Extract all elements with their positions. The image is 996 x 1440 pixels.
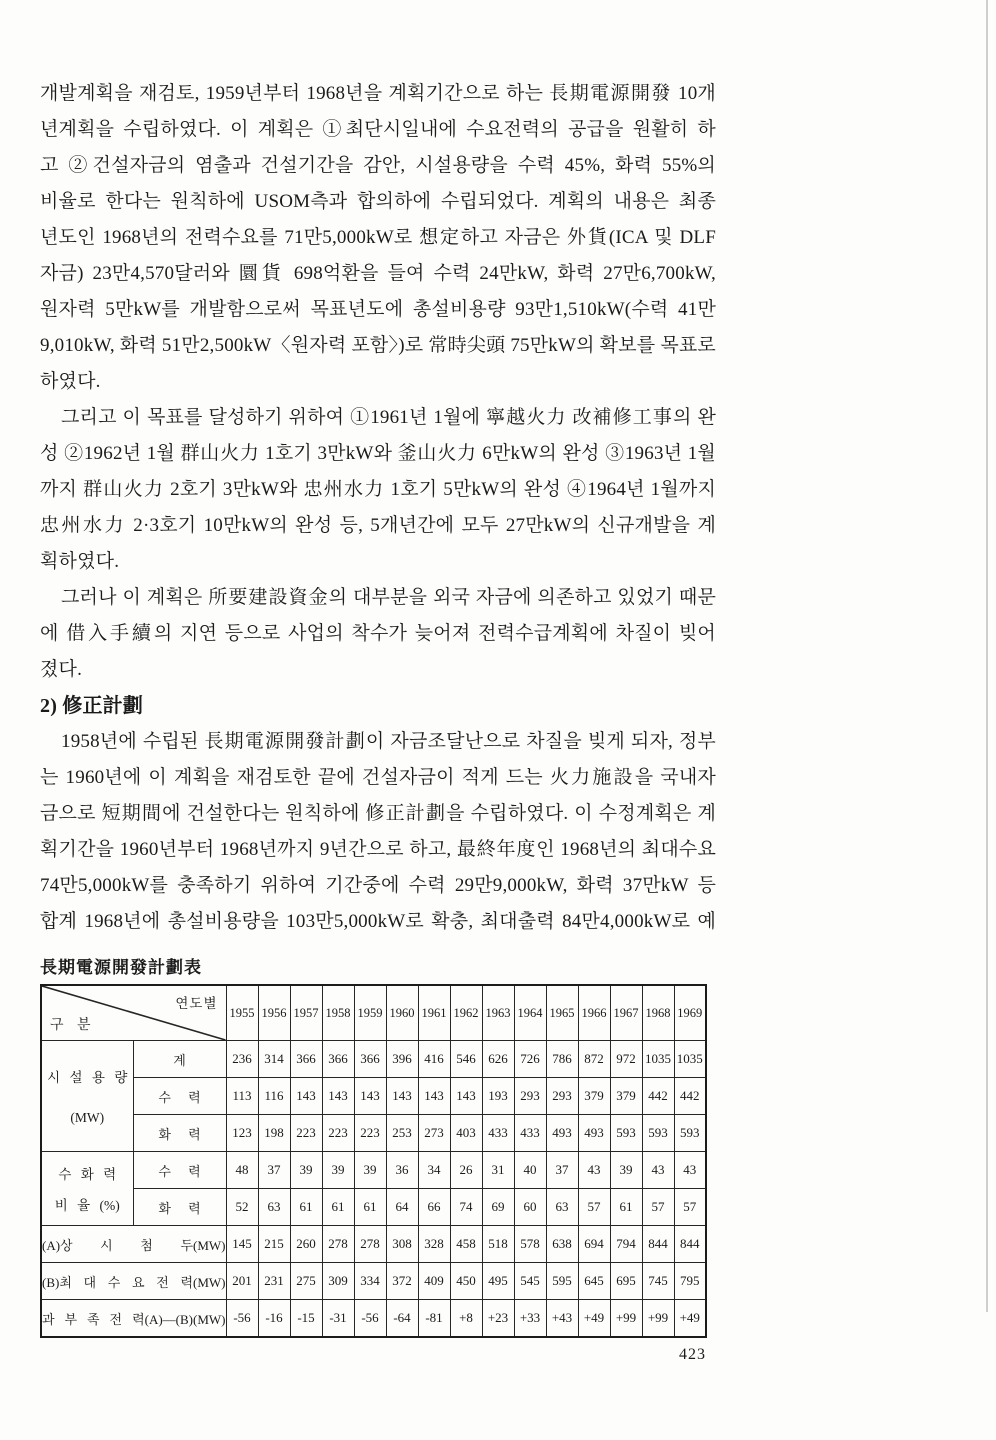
- table-value-cell: 1035: [642, 1041, 674, 1078]
- table-value-cell: 379: [578, 1078, 610, 1115]
- year-header-cell: 1957: [290, 985, 322, 1041]
- text-line: 에 借入手續의 지연 등으로 사업의 착수가 늦어져 전력수급계획에 차질이 빚어: [40, 623, 716, 644]
- table-value-cell: +99: [610, 1300, 642, 1338]
- table-value-cell: +8: [450, 1300, 482, 1338]
- table-row: [41, 1041, 706, 1078]
- table-value-cell: 366: [322, 1041, 354, 1078]
- table-value-cell: 37: [546, 1152, 578, 1189]
- table-row: [41, 1300, 706, 1338]
- year-header-cell: 1965: [546, 985, 578, 1041]
- table-value-cell: 403: [450, 1115, 482, 1152]
- table-value-cell: 143: [290, 1078, 322, 1115]
- table-value-cell: 450: [450, 1263, 482, 1300]
- table-corner-cell: [41, 985, 226, 1041]
- table-value-cell: 786: [546, 1041, 578, 1078]
- year-header-cell: 1955: [226, 985, 258, 1041]
- row-label-cell: (A)상 시 첨 두(MW): [41, 1226, 226, 1263]
- table-value-cell: -81: [418, 1300, 450, 1338]
- table-value-cell: 495: [482, 1263, 514, 1300]
- row-group-label-line: (MW): [70, 1110, 105, 1126]
- table-value-cell: 236: [226, 1041, 258, 1078]
- table-value-cell: 442: [674, 1078, 706, 1115]
- table-value-cell: 273: [418, 1115, 450, 1152]
- page-number: 423: [679, 1346, 706, 1363]
- table-value-cell: 695: [610, 1263, 642, 1300]
- text-line: 그리고 이 목표를 달성하기 위하여 ①1961년 1월에 寧越火力 改補修工事의 완: [61, 407, 716, 428]
- table-value-cell: 372: [386, 1263, 418, 1300]
- table-row: [41, 1152, 706, 1189]
- row-group-label-line: 시 설 용 량: [47, 1069, 128, 1085]
- table-value-cell: 578: [514, 1226, 546, 1263]
- table-value-cell: 34: [418, 1152, 450, 1189]
- corner-label-year: 연도별: [175, 996, 218, 1011]
- text-line: 자금) 23만4,570달러와 圜貨 698억환을 들여 수력 24만kW, 화력 27만6,700kW,: [40, 263, 716, 284]
- table-value-cell: 626: [482, 1041, 514, 1078]
- row-group-label-line: 수 화 력: [58, 1167, 117, 1182]
- table-value-cell: 36: [386, 1152, 418, 1189]
- table-value-cell: 546: [450, 1041, 482, 1078]
- row-group-label-cell: [41, 1041, 133, 1152]
- table-value-cell: 309: [322, 1263, 354, 1300]
- table-value-cell: 366: [354, 1041, 386, 1078]
- table-value-cell: 39: [354, 1152, 386, 1189]
- year-header-cell: 1969: [674, 985, 706, 1041]
- text-line: 졌다.: [40, 659, 83, 680]
- table-value-cell: +49: [674, 1300, 706, 1338]
- table-value-cell: 43: [674, 1152, 706, 1189]
- year-header-cell: 1962: [450, 985, 482, 1041]
- table-value-cell: +49: [578, 1300, 610, 1338]
- text-line: 획하였다.: [40, 551, 120, 572]
- text-line: 년계획을 수립하였다. 이 계획은 ①최단시일내에 수요전력의 공급을 원활히 하: [40, 119, 716, 140]
- table-value-cell: 193: [482, 1078, 514, 1115]
- long-term-power-plan-table: [40, 984, 707, 1338]
- year-header-cell: 1956: [258, 985, 290, 1041]
- text-line: 74만5,000kW를 충족하기 위하여 기간중에 수력 29만9,000kW, 화력 37만kW 등: [40, 875, 716, 896]
- table-value-cell: -15: [290, 1300, 322, 1338]
- text-line: 합계 1968년에 총설비용량을 103만5,000kW로 확충, 최대출력 84만4,000kW로 예: [40, 911, 716, 932]
- table-value-cell: 366: [290, 1041, 322, 1078]
- text-line: 성 ②1962년 1월 群山火力 1호기 3만kW와 釜山火力 6만kW의 완성 ③1963년 1월: [40, 443, 716, 464]
- row-sublabel-cell: 계: [133, 1041, 226, 1078]
- text-line: 는 1960년에 이 계획을 재검토한 끝에 건설자금이 적게 드는 火力施設을 국내자: [40, 767, 716, 788]
- year-header-cell: 1960: [386, 985, 418, 1041]
- table-value-cell: 66: [418, 1189, 450, 1226]
- table-value-cell: 231: [258, 1263, 290, 1300]
- table-value-cell: 972: [610, 1041, 642, 1078]
- table-value-cell: 745: [642, 1263, 674, 1300]
- table-value-cell: 645: [578, 1263, 610, 1300]
- table-value-cell: 1035: [674, 1041, 706, 1078]
- table-value-cell: 60: [514, 1189, 546, 1226]
- table-value-cell: 31: [482, 1152, 514, 1189]
- row-group-label: [42, 1041, 133, 1151]
- table-value-cell: 726: [514, 1041, 546, 1078]
- year-header-cell: 1958: [322, 985, 354, 1041]
- text-line: 비율로 한다는 원칙하에 USOM측과 합의하에 수립되었다. 계획의 내용은 최종: [40, 191, 716, 212]
- table-value-cell: 334: [354, 1263, 386, 1300]
- table-value-cell: 43: [642, 1152, 674, 1189]
- row-group-label-line: 비 율 (%): [54, 1198, 120, 1213]
- table-value-cell: 61: [290, 1189, 322, 1226]
- table-value-cell: 223: [290, 1115, 322, 1152]
- table-value-cell: 275: [290, 1263, 322, 1300]
- table-value-cell: 69: [482, 1189, 514, 1226]
- table-value-cell: 379: [610, 1078, 642, 1115]
- table-value-cell: 328: [418, 1226, 450, 1263]
- table-value-cell: 52: [226, 1189, 258, 1226]
- year-header-cell: 1968: [642, 985, 674, 1041]
- table-value-cell: 493: [578, 1115, 610, 1152]
- table-value-cell: 116: [258, 1078, 290, 1115]
- table-value-cell: 113: [226, 1078, 258, 1115]
- table-value-cell: 593: [610, 1115, 642, 1152]
- table-value-cell: 223: [354, 1115, 386, 1152]
- table-value-cell: 308: [386, 1226, 418, 1263]
- table-title: 長期電源開發計劃表: [40, 958, 202, 977]
- body-text-block: [40, 76, 716, 940]
- table-value-cell: 43: [578, 1152, 610, 1189]
- table-value-cell: 74: [450, 1189, 482, 1226]
- year-header-cell: 1959: [354, 985, 386, 1041]
- year-header-cell: 1967: [610, 985, 642, 1041]
- table-value-cell: 39: [290, 1152, 322, 1189]
- text-line: 금으로 短期間에 건설한다는 원칙하에 修正計劃을 수립하였다. 이 수정계획은 계: [40, 803, 716, 824]
- table-value-cell: 143: [386, 1078, 418, 1115]
- table-value-cell: 844: [642, 1226, 674, 1263]
- table-value-cell: 145: [226, 1226, 258, 1263]
- table-value-cell: 223: [322, 1115, 354, 1152]
- table-value-cell: 143: [322, 1078, 354, 1115]
- table-value-cell: 48: [226, 1152, 258, 1189]
- text-line: 9,010kW, 화력 51만2,500kW〈원자력 포함〉)로 常時尖頭 75만kW의 확보를 목표로: [40, 335, 716, 356]
- table-value-cell: 215: [258, 1226, 290, 1263]
- table-value-cell: 63: [258, 1189, 290, 1226]
- year-header-cell: 1961: [418, 985, 450, 1041]
- table-value-cell: 40: [514, 1152, 546, 1189]
- table-value-cell: +33: [514, 1300, 546, 1338]
- row-label-cell: 과 부 족 전 력(A)—(B)(MW): [41, 1300, 226, 1338]
- table-value-cell: 57: [578, 1189, 610, 1226]
- table-value-cell: 638: [546, 1226, 578, 1263]
- table-value-cell: 198: [258, 1115, 290, 1152]
- table-value-cell: 794: [610, 1226, 642, 1263]
- table-value-cell: 260: [290, 1226, 322, 1263]
- row-sublabel-cell: 화 력: [133, 1115, 226, 1152]
- table-value-cell: -31: [322, 1300, 354, 1338]
- table-value-cell: 314: [258, 1041, 290, 1078]
- table-value-cell: 545: [514, 1263, 546, 1300]
- table-header-row: [41, 985, 706, 1041]
- table-value-cell: 872: [578, 1041, 610, 1078]
- table-value-cell: 123: [226, 1115, 258, 1152]
- table-value-cell: 595: [546, 1263, 578, 1300]
- row-sublabel-cell: 수 력: [133, 1078, 226, 1115]
- table-value-cell: 61: [322, 1189, 354, 1226]
- corner-label-category: 구 분: [50, 1018, 91, 1033]
- text-line: 하였다.: [40, 371, 101, 392]
- table-value-cell: -16: [258, 1300, 290, 1338]
- table-value-cell: 201: [226, 1263, 258, 1300]
- year-header-cell: 1964: [514, 985, 546, 1041]
- table-value-cell: 143: [354, 1078, 386, 1115]
- table-row: [41, 1263, 706, 1300]
- table-value-cell: 57: [642, 1189, 674, 1226]
- table-value-cell: 593: [674, 1115, 706, 1152]
- row-sublabel-cell: 화 력: [133, 1189, 226, 1226]
- text-line: 까지 群山火力 2호기 3만kW와 忠州水力 1호기 5만kW의 완성 ④1964년 1월까지: [40, 479, 716, 500]
- table-value-cell: 433: [514, 1115, 546, 1152]
- table-value-cell: 253: [386, 1115, 418, 1152]
- row-group-label-cell: [41, 1152, 133, 1226]
- table-value-cell: 26: [450, 1152, 482, 1189]
- table-value-cell: 57: [674, 1189, 706, 1226]
- table-value-cell: 844: [674, 1226, 706, 1263]
- table-value-cell: 61: [610, 1189, 642, 1226]
- text-line: 년도인 1968년의 전력수요를 71만5,000kW로 想定하고 자금은 外貨(ICA 및 DLF: [40, 227, 716, 248]
- table-value-cell: 493: [546, 1115, 578, 1152]
- table-value-cell: -56: [354, 1300, 386, 1338]
- table-row: [41, 1115, 706, 1152]
- table-value-cell: +43: [546, 1300, 578, 1338]
- table-value-cell: 694: [578, 1226, 610, 1263]
- table-value-cell: 795: [674, 1263, 706, 1300]
- text-line: 고 ②건설자금의 염출과 건설기간을 감안, 시설용량을 수력 45%, 화력 55%의: [40, 155, 716, 176]
- table-value-cell: 416: [418, 1041, 450, 1078]
- text-line: 원자력 5만kW를 개발함으로써 목표년도에 총설비용량 93만1,510kW(수력 41만: [40, 299, 716, 320]
- table-value-cell: +23: [482, 1300, 514, 1338]
- table-row: [41, 1189, 706, 1226]
- row-label-cell: (B)최 대 수 요 전 력(MW): [41, 1263, 226, 1300]
- table-value-cell: 458: [450, 1226, 482, 1263]
- table-value-cell: 63: [546, 1189, 578, 1226]
- table-value-cell: -56: [226, 1300, 258, 1338]
- row-sublabel-cell: 수 력: [133, 1152, 226, 1189]
- text-line: 개발계획을 재검토, 1959년부터 1968년을 계획기간으로 하는 長期電源開發 10개: [40, 83, 716, 104]
- text-line: 획기간을 1960년부터 1968년까지 9년간으로 하고, 最終年度인 1968년의 최대수요: [40, 839, 716, 860]
- table-value-cell: +99: [642, 1300, 674, 1338]
- table-value-cell: 39: [322, 1152, 354, 1189]
- year-header-cell: 1963: [482, 985, 514, 1041]
- table-value-cell: 143: [418, 1078, 450, 1115]
- table-value-cell: 442: [642, 1078, 674, 1115]
- table-row: [41, 1078, 706, 1115]
- table-value-cell: -64: [386, 1300, 418, 1338]
- year-header-cell: 1966: [578, 985, 610, 1041]
- table-value-cell: 293: [546, 1078, 578, 1115]
- table-value-cell: 396: [386, 1041, 418, 1078]
- table-value-cell: 143: [450, 1078, 482, 1115]
- table-value-cell: 433: [482, 1115, 514, 1152]
- table-value-cell: 64: [386, 1189, 418, 1226]
- text-line: 1958년에 수립된 長期電源開發計劃이 자금조달난으로 차질을 빚게 되자, 정부: [61, 731, 716, 752]
- table-value-cell: 37: [258, 1152, 290, 1189]
- text-line: 2) 修正計劃: [40, 695, 144, 717]
- table-value-cell: 409: [418, 1263, 450, 1300]
- table-value-cell: 278: [322, 1226, 354, 1263]
- table-value-cell: 278: [354, 1226, 386, 1263]
- text-line: 忠州水力 2·3호기 10만kW의 완성 등, 5개년간에 모두 27만kW의 신규개발을 계: [40, 515, 716, 536]
- table-value-cell: 39: [610, 1152, 642, 1189]
- table-row: [41, 1226, 706, 1263]
- table-value-cell: 293: [514, 1078, 546, 1115]
- table-value-cell: 61: [354, 1189, 386, 1226]
- table-value-cell: 518: [482, 1226, 514, 1263]
- row-group-label: [42, 1152, 133, 1225]
- table-value-cell: 593: [642, 1115, 674, 1152]
- text-line: 그러나 이 계획은 所要建設資金의 대부분을 외국 자금에 의존하고 있었기 때문: [61, 587, 716, 608]
